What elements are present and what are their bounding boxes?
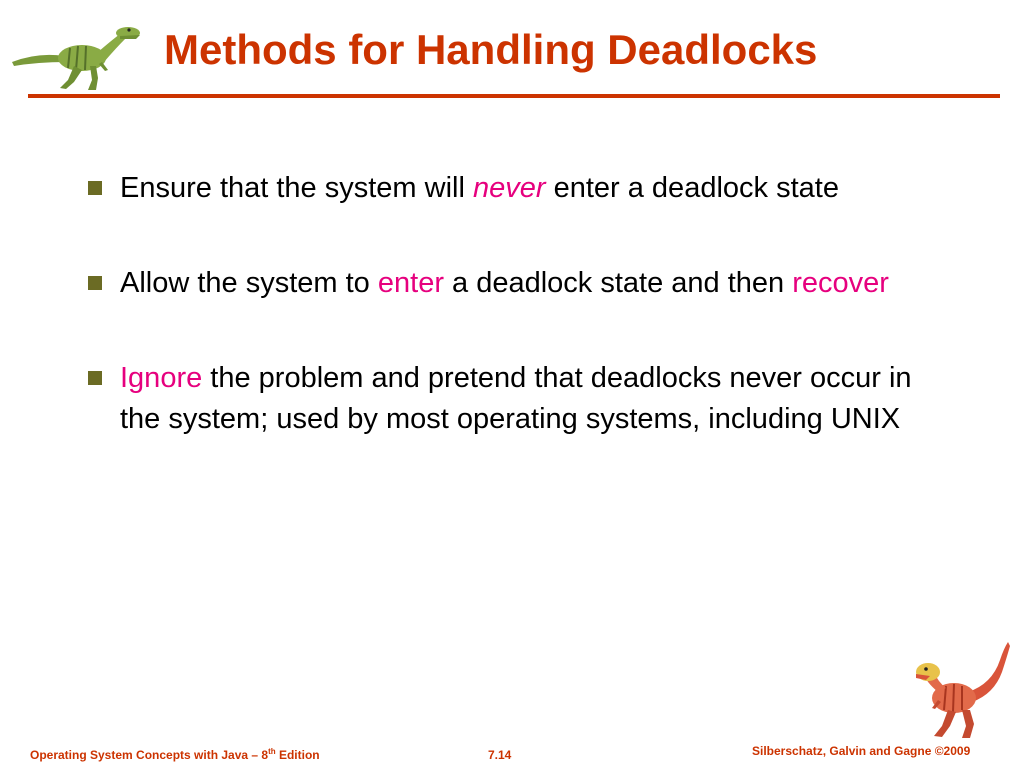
highlighted-term: enter <box>377 267 444 299</box>
bullet-text: a deadlock state and then <box>443 267 793 299</box>
footer-page-number: 7.14 <box>488 748 512 762</box>
footer-book-prefix: Operating System Concepts with Java – 8 <box>30 748 269 762</box>
bullet-list <box>88 168 958 494</box>
footer-book-suffix: Edition <box>275 748 320 762</box>
red-dinosaur-icon <box>908 640 1012 744</box>
square-bullet-icon <box>88 276 102 290</box>
bullet-item <box>88 263 958 304</box>
bullet-text: the problem and pretend that deadlocks never occur in the system; used by most operating systems, including UNIX <box>120 362 912 435</box>
footer-copyright: Silberschatz, Galvin and Gagne ©2009 <box>752 744 971 758</box>
slide-title: Methods for Handling Deadlocks <box>164 26 818 73</box>
bullet-text: enter a deadlock state <box>545 172 839 204</box>
bullet-item <box>88 358 958 440</box>
square-bullet-icon <box>88 181 102 195</box>
bullet-text: Ensure that the system will <box>120 172 473 204</box>
footer-book-title <box>30 748 320 762</box>
square-bullet-icon <box>88 371 102 385</box>
bullet-item <box>88 168 958 209</box>
highlighted-term: never <box>472 172 546 204</box>
green-dinosaur-icon <box>8 18 142 92</box>
highlighted-term: Ignore <box>120 362 203 394</box>
bullet-text: Allow the system to <box>120 267 378 299</box>
highlighted-term: recover <box>792 267 889 299</box>
title-divider <box>28 94 1000 98</box>
footer-book-sup: th <box>268 747 276 756</box>
